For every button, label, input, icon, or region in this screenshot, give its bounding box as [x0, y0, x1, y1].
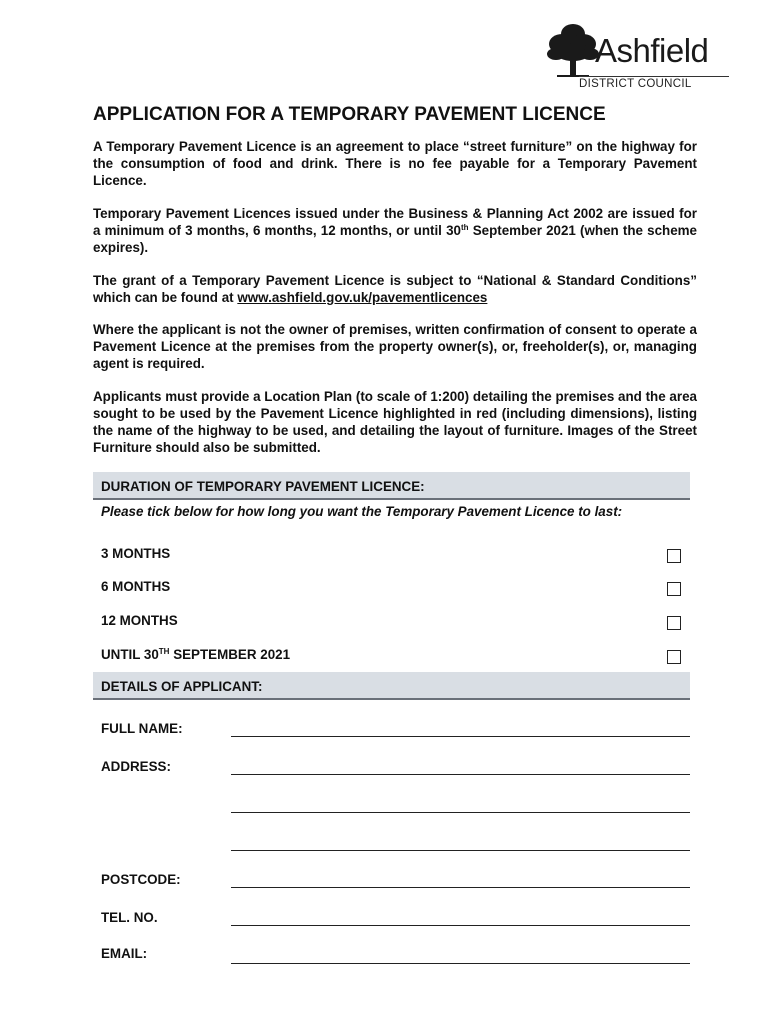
tel-label: TEL. NO.: [101, 910, 158, 925]
option-label: 3 MONTHS: [101, 546, 171, 561]
intro-paragraph-5: Applicants must provide a Location Plan (to scale of 1:200) detailing the premises and the area sought to be used by the Pavement Licence highlighted in red (including dimensions), listing the name of the highway to be used, and detailing the layout of furniture. Images of the Street Furniture should also be submitted.: [93, 389, 697, 455]
postcode-field[interactable]: [231, 887, 690, 888]
duration-section-header: DURATION OF TEMPORARY PAVEMENT LICENCE:: [93, 472, 690, 500]
option-12-months[interactable]: [101, 613, 691, 633]
email-field[interactable]: [231, 963, 690, 964]
ordinal-suffix: th: [460, 223, 469, 232]
intro-paragraph-2-text: Temporary Pavement Licences issued under the Business & Planning Act 2002 are issued for a minimum of 3 months, 6 months, 12 months, or until 30: [93, 206, 697, 238]
intro-paragraph-3-text: The grant of a Temporary Pavement Licence is subject to “National & Standard Conditions” which can be found at: [93, 273, 697, 305]
intro-paragraph-2-end: September 2021 (when the scheme expires).: [93, 223, 697, 255]
address-label: ADDRESS:: [101, 759, 171, 774]
option-until-september[interactable]: [101, 647, 691, 667]
intro-paragraph-3: [93, 272, 697, 306]
duration-instruction: Please tick below for how long you want the Temporary Pavement Licence to last:: [101, 504, 623, 519]
option-label: [101, 647, 290, 662]
option-3-months[interactable]: [101, 546, 691, 566]
logo-subtitle: DISTRICT COUNCIL: [579, 76, 729, 90]
tel-field[interactable]: [231, 925, 690, 926]
address-field-line-1[interactable]: [231, 774, 690, 775]
checkbox-3-months[interactable]: [667, 549, 681, 563]
until-label-end: SEPTEMBER 2021: [169, 647, 291, 662]
applicant-section-header: DETAILS OF APPLICANT:: [93, 672, 690, 700]
until-ordinal-suffix: TH: [158, 647, 170, 656]
logo-wordmark: Ashfield: [595, 32, 709, 69]
postcode-label: POSTCODE:: [101, 872, 181, 887]
address-field-line-2[interactable]: [231, 812, 690, 813]
option-label: 6 MONTHS: [101, 579, 171, 594]
checkbox-12-months[interactable]: [667, 616, 681, 630]
pavement-licences-link[interactable]: www.ashfield.gov.uk/pavementlicences: [237, 290, 488, 305]
tree-icon: [545, 20, 601, 80]
full-name-field[interactable]: [231, 736, 690, 737]
checkbox-until-september[interactable]: [667, 650, 681, 664]
page-title: APPLICATION FOR A TEMPORARY PAVEMENT LICENCE: [93, 104, 606, 125]
option-label: 12 MONTHS: [101, 613, 178, 628]
full-name-label: FULL NAME:: [101, 721, 183, 736]
email-label: EMAIL:: [101, 946, 148, 961]
address-field-line-3[interactable]: [231, 850, 690, 851]
intro-paragraph-1: A Temporary Pavement Licence is an agreement to place “street furniture” on the highway for the consumption of food and drink. There is no fee payable for a Temporary Pavement Licence.: [93, 139, 697, 188]
checkbox-6-months[interactable]: [667, 582, 681, 596]
intro-paragraph-4: Where the applicant is not the owner of premises, written confirmation of consent to operate a Pavement Licence at the premises from the property owner(s), or, freeholder(s), or, managing agent is required.: [93, 322, 697, 371]
intro-paragraph-2: [93, 205, 697, 256]
option-6-months[interactable]: [101, 579, 691, 599]
ashfield-logo: [545, 20, 730, 92]
until-label-text: UNTIL 30: [101, 647, 159, 662]
